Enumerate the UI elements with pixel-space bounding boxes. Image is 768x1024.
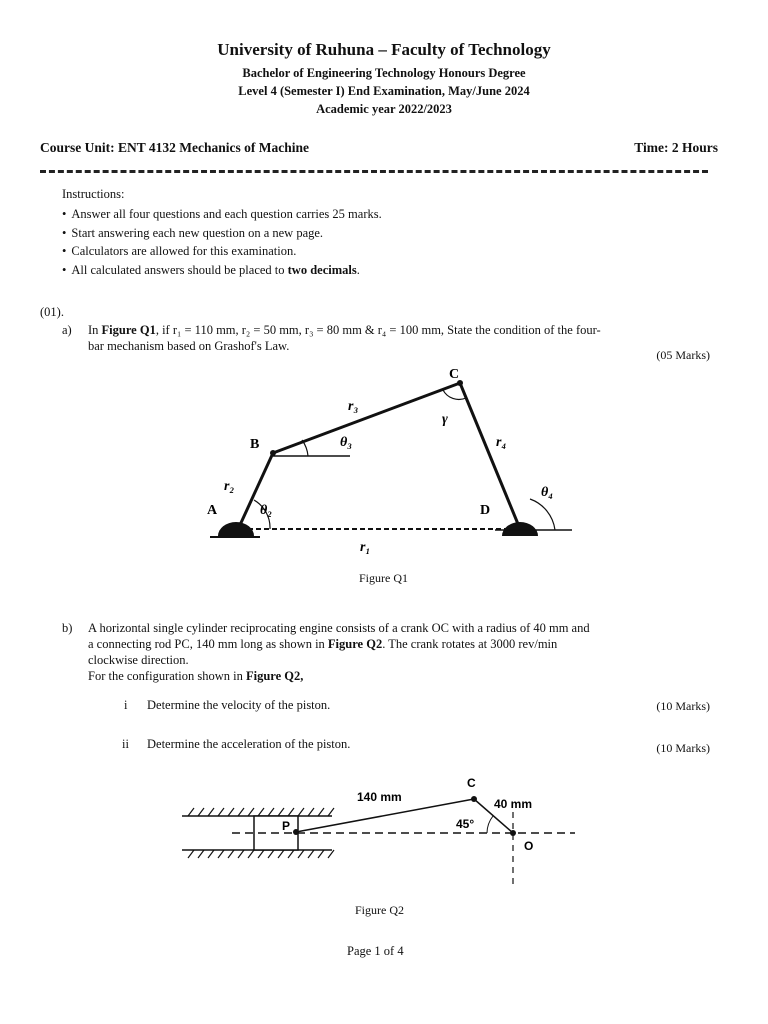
label-gamma: γ [442,412,448,427]
label-c: C [449,367,460,382]
label-crank-length: 40 mm [494,797,533,811]
part-b-i-num: i [124,698,128,712]
coupler-r3 [273,383,460,453]
instruction-item: • Calculators are allowed for this examination. [62,242,382,261]
bottom-hatching [188,850,334,858]
label-theta4: θ₄ [541,485,554,500]
figure-q2-diagram [0,760,768,900]
label-r4: r₄ [496,435,507,450]
part-b-i-text: Determine the velocity of the piston. [147,698,331,712]
part-a-label: a) [62,323,72,337]
figure-q2-caption: Figure Q2 [355,903,404,917]
exam-time: Time: 2 Hours [634,140,718,155]
label-r2: r₂ [224,479,235,494]
label-c-point: C [467,776,476,790]
label-r1: r₁ [360,540,371,555]
instruction-item: • All calculated answers should be placed to two decimals. [62,261,382,280]
label-theta2: θ₂ [260,503,273,518]
part-b-ii-text: Determine the acceleration of the piston. [147,737,351,751]
part-a-text: In Figure Q1, if r₁ = 110 mm, r₂ = 50 mm, r₃ = 80 mm & r₄ = 100 mm, State the condition of the four- bar mechanism based on Grashof's Law. [88,323,601,353]
course-unit: Course Unit: ENT 4132 Mechanics of Machine [40,140,309,155]
label-theta3: θ₃ [340,435,353,450]
label-crank-angle: 45° [456,817,475,831]
part-b-text: A horizontal single cylinder reciprocating engine consists of a crank OC with a radius of 40 mm and a connecting rod PC, 140 mm long as shown in Figure Q2. The crank rotates at 3000 rev/min clockwise direction. For the configuration shown in Figure Q2, [88,621,590,683]
top-hatching [188,808,334,816]
part-b-ii-marks: (10 Marks) [656,741,710,755]
part-b-i-marks: (10 Marks) [656,699,710,713]
label-o-point: O [524,839,534,853]
part-b-ii-num: ii [122,737,129,751]
pivot-a-ground [218,522,254,536]
instructions-title: Instructions: [62,187,125,201]
university-title: University of Ruhuna – Faculty of Technology [217,40,551,59]
label-b: B [250,437,260,452]
label-p-point: P [282,819,291,833]
label-a: A [207,503,218,518]
degree-line: Bachelor of Engineering Technology Honours Degree [242,66,526,80]
question-number: (01). [40,305,64,319]
academic-year: Academic year 2022/2023 [316,102,452,116]
page-number: Page 1 of 4 [347,944,404,958]
figure-q1-caption: Figure Q1 [359,571,408,585]
exam-line: Level 4 (Semester I) End Examination, May/June 2024 [238,84,530,98]
crank-angle-arc [487,816,493,833]
instruction-item: • Start answering each new question on a new page. [62,224,382,243]
part-b-label: b) [62,621,73,635]
label-d: D [480,503,491,518]
part-a-marks: (05 Marks) [656,348,710,362]
theta4-arc [530,499,555,530]
label-r3: r₃ [348,399,359,414]
label-rod-length: 140 mm [357,790,402,804]
instruction-item: • Answer all four questions and each question carries 25 marks. [62,205,382,224]
pivot-d-ground [502,522,538,536]
